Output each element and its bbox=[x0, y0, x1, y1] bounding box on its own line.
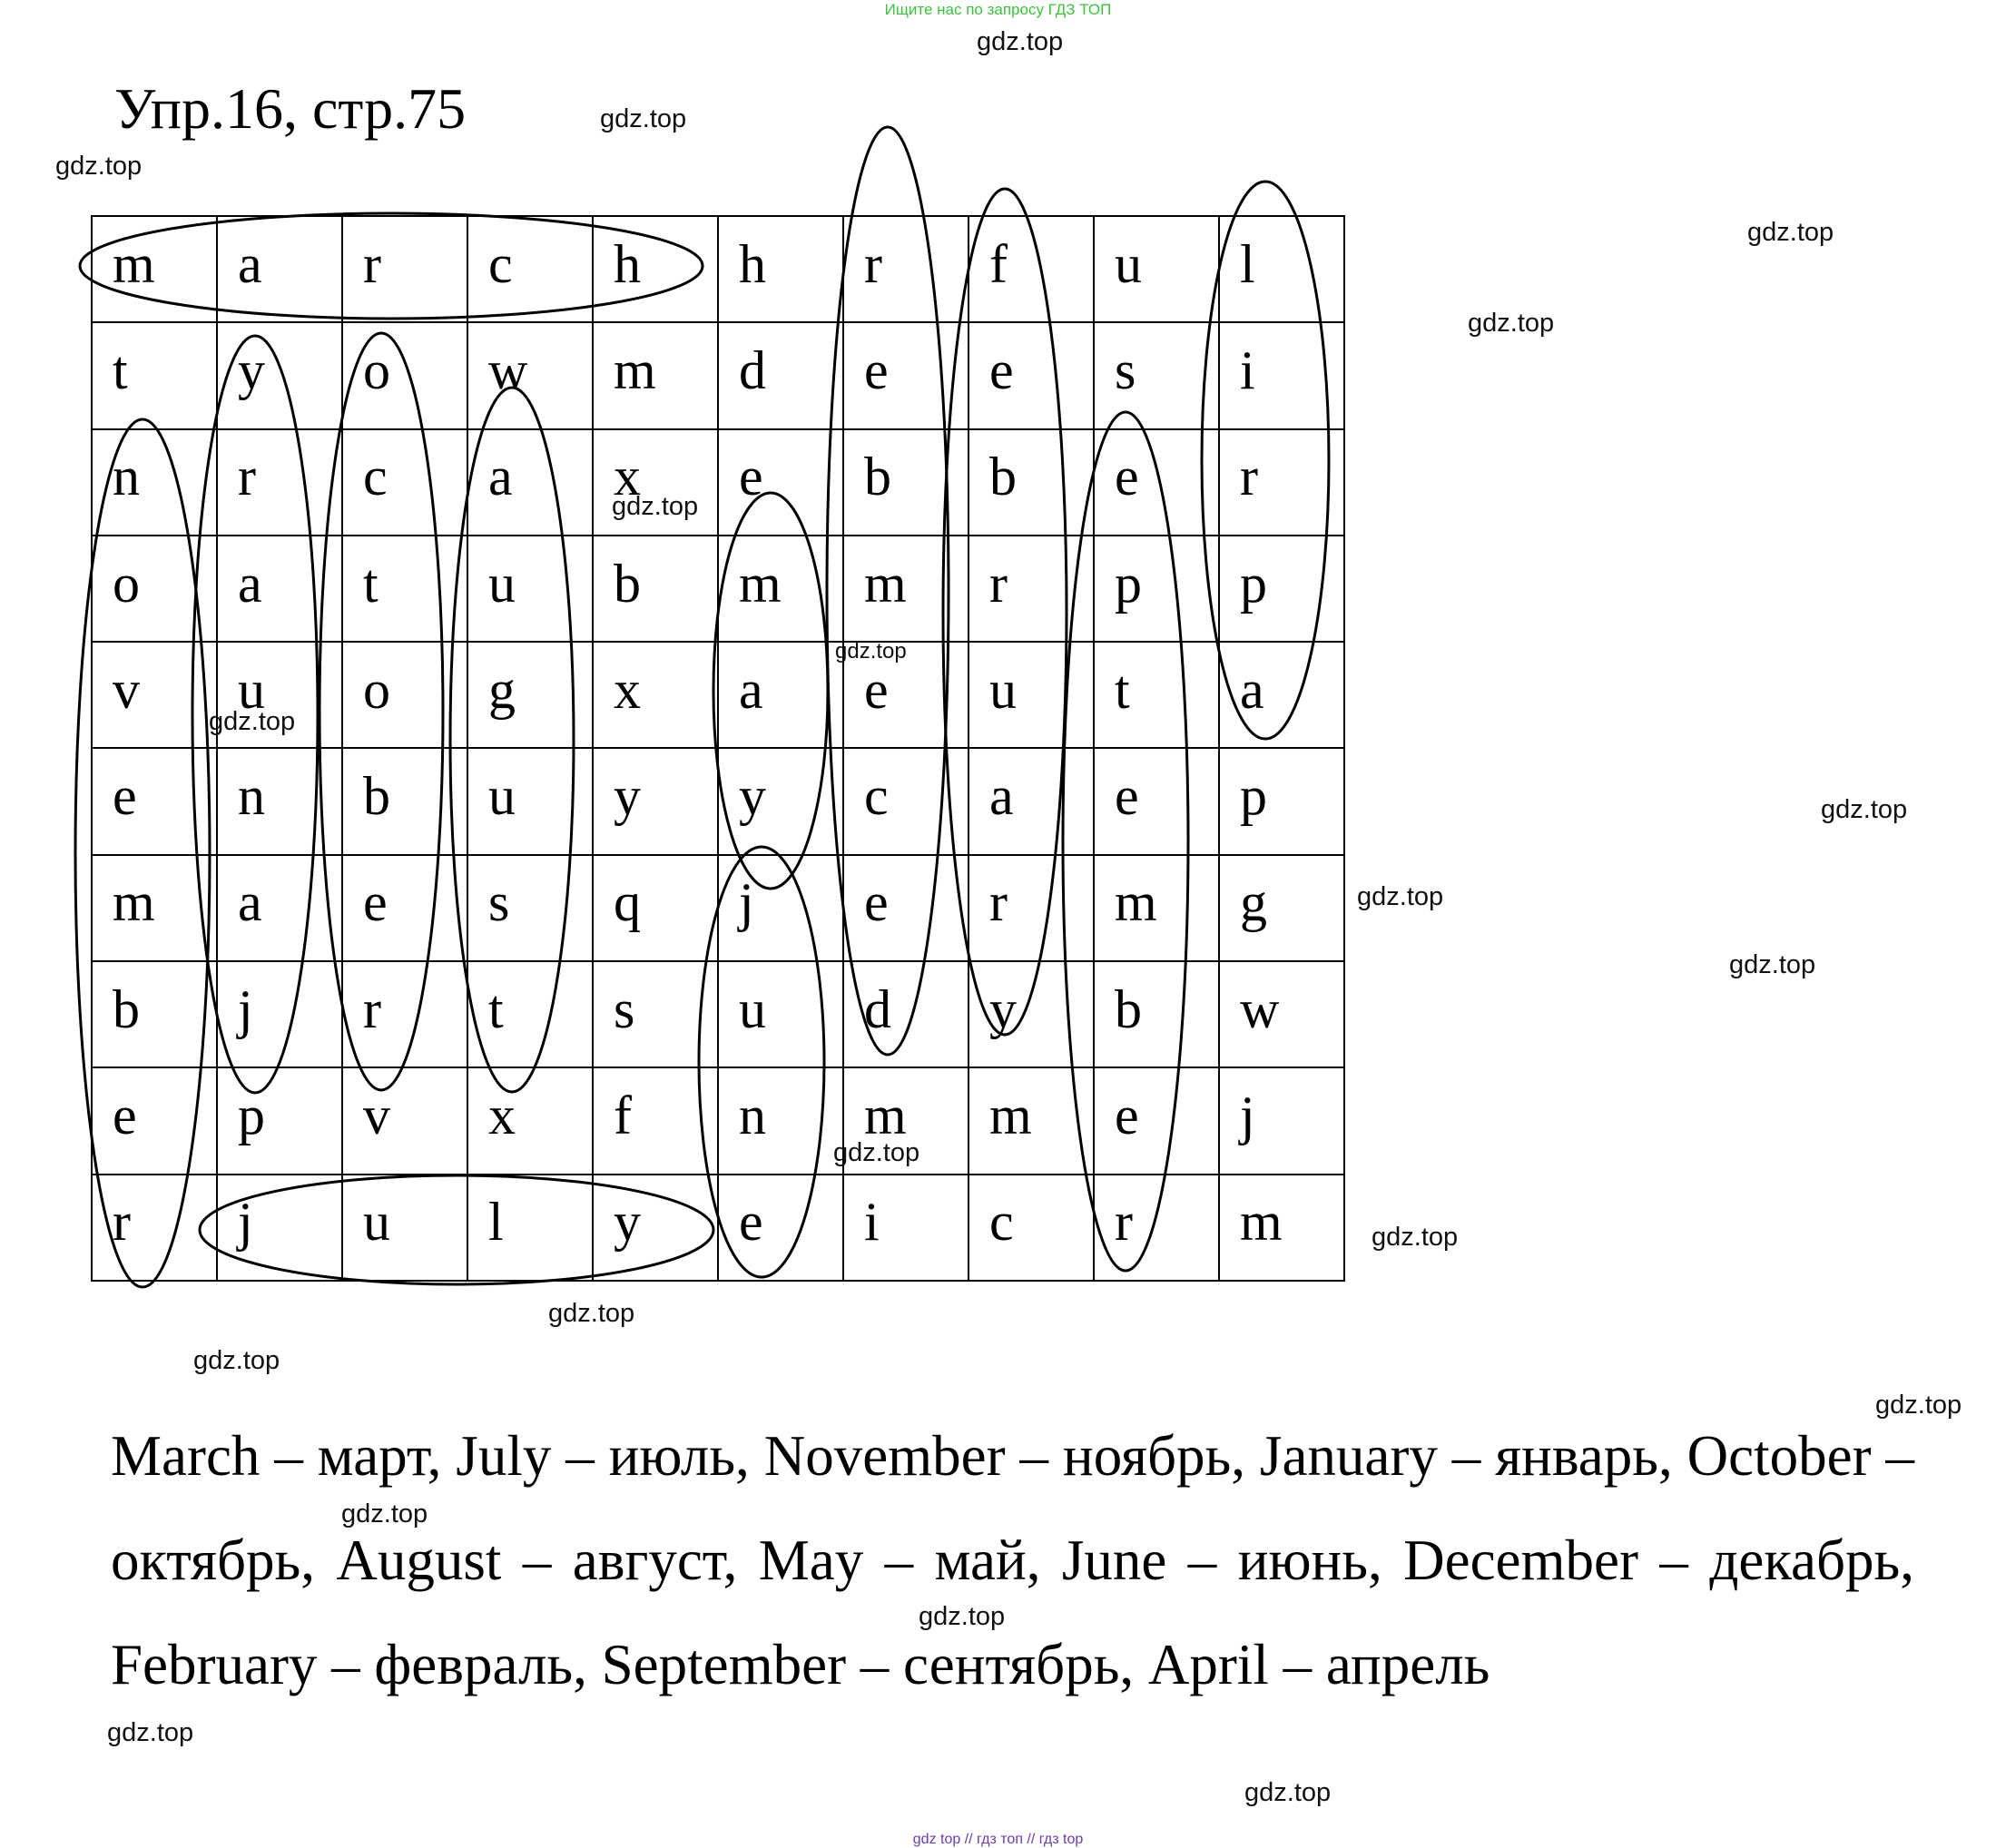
grid-cell: m bbox=[718, 536, 843, 642]
grid-cell: o bbox=[342, 322, 467, 428]
grid-cell: b bbox=[342, 748, 467, 854]
grid-cell: g bbox=[1219, 855, 1344, 961]
watermark: gdz.top bbox=[919, 1602, 1006, 1631]
grid-row bbox=[92, 748, 1344, 854]
grid-cell: y bbox=[593, 748, 718, 854]
grid-cell: h bbox=[718, 216, 843, 322]
grid-cell: t bbox=[1094, 642, 1219, 748]
grid-cell: r bbox=[92, 1175, 217, 1281]
grid-cell: u bbox=[217, 642, 342, 748]
top-banner: Ищите нас по запросу ГДЗ ТОП bbox=[884, 1, 1112, 18]
grid-cell: n bbox=[217, 748, 342, 854]
grid-cell: y bbox=[969, 961, 1094, 1067]
watermark: gdz.top bbox=[1244, 1778, 1332, 1807]
grid-cell: b bbox=[1094, 961, 1219, 1067]
grid-row bbox=[92, 536, 1344, 642]
grid-cell: t bbox=[92, 322, 217, 428]
watermark: gdz.top bbox=[1747, 218, 1834, 247]
grid-cell: r bbox=[843, 216, 969, 322]
watermark: gdz.top bbox=[1372, 1223, 1459, 1252]
grid-cell: r bbox=[342, 216, 467, 322]
grid-cell: l bbox=[467, 1175, 593, 1281]
watermark: gdz.top bbox=[977, 27, 1064, 56]
grid-cell: x bbox=[593, 429, 718, 536]
grid-cell: m bbox=[843, 536, 969, 642]
grid-cell: v bbox=[92, 642, 217, 748]
grid-cell: p bbox=[217, 1067, 342, 1174]
grid-cell: g bbox=[467, 642, 593, 748]
grid-cell: j bbox=[1219, 1067, 1344, 1174]
grid-cell: u bbox=[718, 961, 843, 1067]
grid-cell: o bbox=[342, 642, 467, 748]
grid-cell: w bbox=[467, 322, 593, 428]
watermark: gdz.top bbox=[341, 1499, 428, 1529]
grid-cell: u bbox=[467, 748, 593, 854]
watermark: gdz.top bbox=[612, 492, 699, 521]
grid-cell: a bbox=[217, 855, 342, 961]
watermark: gdz.top bbox=[548, 1299, 635, 1328]
grid-cell: e bbox=[969, 322, 1094, 428]
watermark: gdz.top bbox=[835, 639, 907, 664]
grid-cell: t bbox=[467, 961, 593, 1067]
grid-cell: e bbox=[718, 429, 843, 536]
grid-cell: u bbox=[969, 642, 1094, 748]
grid-cell: b bbox=[593, 536, 718, 642]
grid-cell: s bbox=[467, 855, 593, 961]
grid-cell: u bbox=[467, 536, 593, 642]
watermark: gdz.top bbox=[833, 1138, 920, 1167]
footer-links: gdz top // гдз топ // гдз top bbox=[912, 1832, 1084, 1847]
grid-cell: f bbox=[593, 1067, 718, 1174]
grid-cell: c bbox=[467, 216, 593, 322]
grid-cell: a bbox=[1219, 642, 1344, 748]
grid-row bbox=[92, 961, 1344, 1067]
grid-cell: j bbox=[217, 961, 342, 1067]
answer-text bbox=[111, 1404, 1914, 1717]
grid-row bbox=[92, 855, 1344, 961]
grid-cell: a bbox=[467, 429, 593, 536]
watermark: gdz.top bbox=[1729, 950, 1816, 979]
grid-cell: h bbox=[593, 216, 718, 322]
grid-cell: r bbox=[969, 536, 1094, 642]
grid-cell: e bbox=[342, 855, 467, 961]
grid-cell: q bbox=[593, 855, 718, 961]
grid-row bbox=[92, 1175, 1344, 1281]
watermark: gdz.top bbox=[1468, 309, 1555, 338]
grid-cell: m bbox=[1219, 1175, 1344, 1281]
grid-cell: i bbox=[843, 1175, 969, 1281]
grid-cell: y bbox=[593, 1175, 718, 1281]
grid-cell: y bbox=[217, 322, 342, 428]
grid-cell: e bbox=[92, 1067, 217, 1174]
grid-cell: c bbox=[969, 1175, 1094, 1281]
grid-cell: r bbox=[217, 429, 342, 536]
grid-cell: p bbox=[1094, 536, 1219, 642]
grid-cell: b bbox=[92, 961, 217, 1067]
watermark: gdz.top bbox=[55, 152, 143, 181]
grid-cell: a bbox=[718, 642, 843, 748]
grid-row bbox=[92, 1067, 1344, 1174]
grid-cell: m bbox=[593, 322, 718, 428]
grid-cell: c bbox=[843, 748, 969, 854]
watermark: gdz.top bbox=[193, 1346, 280, 1375]
grid-cell: t bbox=[342, 536, 467, 642]
grid-cell: d bbox=[718, 322, 843, 428]
grid-cell: b bbox=[843, 429, 969, 536]
grid-cell: s bbox=[1094, 322, 1219, 428]
grid-cell: w bbox=[1219, 961, 1344, 1067]
grid-cell: e bbox=[718, 1175, 843, 1281]
grid-cell: x bbox=[467, 1067, 593, 1174]
grid-cell: r bbox=[969, 855, 1094, 961]
grid-cell: b bbox=[969, 429, 1094, 536]
grid-row bbox=[92, 429, 1344, 536]
watermark: gdz.top bbox=[209, 707, 296, 736]
watermark: gdz.top bbox=[107, 1718, 194, 1747]
grid-cell: u bbox=[342, 1175, 467, 1281]
grid-cell: y bbox=[718, 748, 843, 854]
answer-paragraph: March – март, July – июль, November – ноябрь, January – январь, October – октябрь, August – август, May – май, June – июнь, December – декабрь, February – февраль, September – сентябрь, April – апрель bbox=[111, 1424, 1914, 1696]
grid-cell: e bbox=[843, 322, 969, 428]
grid-cell: m bbox=[92, 216, 217, 322]
grid-row bbox=[92, 322, 1344, 428]
grid-cell: r bbox=[1219, 429, 1344, 536]
grid-cell: v bbox=[342, 1067, 467, 1174]
grid-cell: e bbox=[1094, 748, 1219, 854]
grid-cell: e bbox=[92, 748, 217, 854]
grid-cell: o bbox=[92, 536, 217, 642]
grid-cell: f bbox=[969, 216, 1094, 322]
grid-cell: e bbox=[1094, 1067, 1219, 1174]
grid-cell: e bbox=[843, 642, 969, 748]
grid-cell: i bbox=[1219, 322, 1344, 428]
grid-cell: m bbox=[843, 1067, 969, 1174]
grid-cell: j bbox=[217, 1175, 342, 1281]
grid-cell: n bbox=[718, 1067, 843, 1174]
grid-row bbox=[92, 216, 1344, 322]
watermark: gdz.top bbox=[1357, 882, 1444, 911]
page-title: Упр.16, стр.75 bbox=[114, 76, 467, 141]
grid-cell: e bbox=[843, 855, 969, 961]
watermark: gdz.top bbox=[1821, 795, 1908, 824]
watermark: gdz.top bbox=[600, 104, 687, 133]
grid-cell: n bbox=[92, 429, 217, 536]
word-search-grid bbox=[91, 215, 1345, 1282]
grid-cell: r bbox=[342, 961, 467, 1067]
grid-cell: a bbox=[217, 216, 342, 322]
grid-cell: u bbox=[1094, 216, 1219, 322]
grid-cell: p bbox=[1219, 748, 1344, 854]
watermark: gdz.top bbox=[1875, 1391, 1962, 1420]
grid-cell: m bbox=[92, 855, 217, 961]
grid-cell: a bbox=[969, 748, 1094, 854]
grid-cell: l bbox=[1219, 216, 1344, 322]
grid-cell: m bbox=[969, 1067, 1094, 1174]
grid-cell: r bbox=[1094, 1175, 1219, 1281]
grid-cell: a bbox=[217, 536, 342, 642]
grid-cell: c bbox=[342, 429, 467, 536]
grid-cell: d bbox=[843, 961, 969, 1067]
grid-cell: j bbox=[718, 855, 843, 961]
grid-cell: x bbox=[593, 642, 718, 748]
grid-cell: m bbox=[1094, 855, 1219, 961]
grid-cell: s bbox=[593, 961, 718, 1067]
grid-cell: e bbox=[1094, 429, 1219, 536]
grid-cell: p bbox=[1219, 536, 1344, 642]
